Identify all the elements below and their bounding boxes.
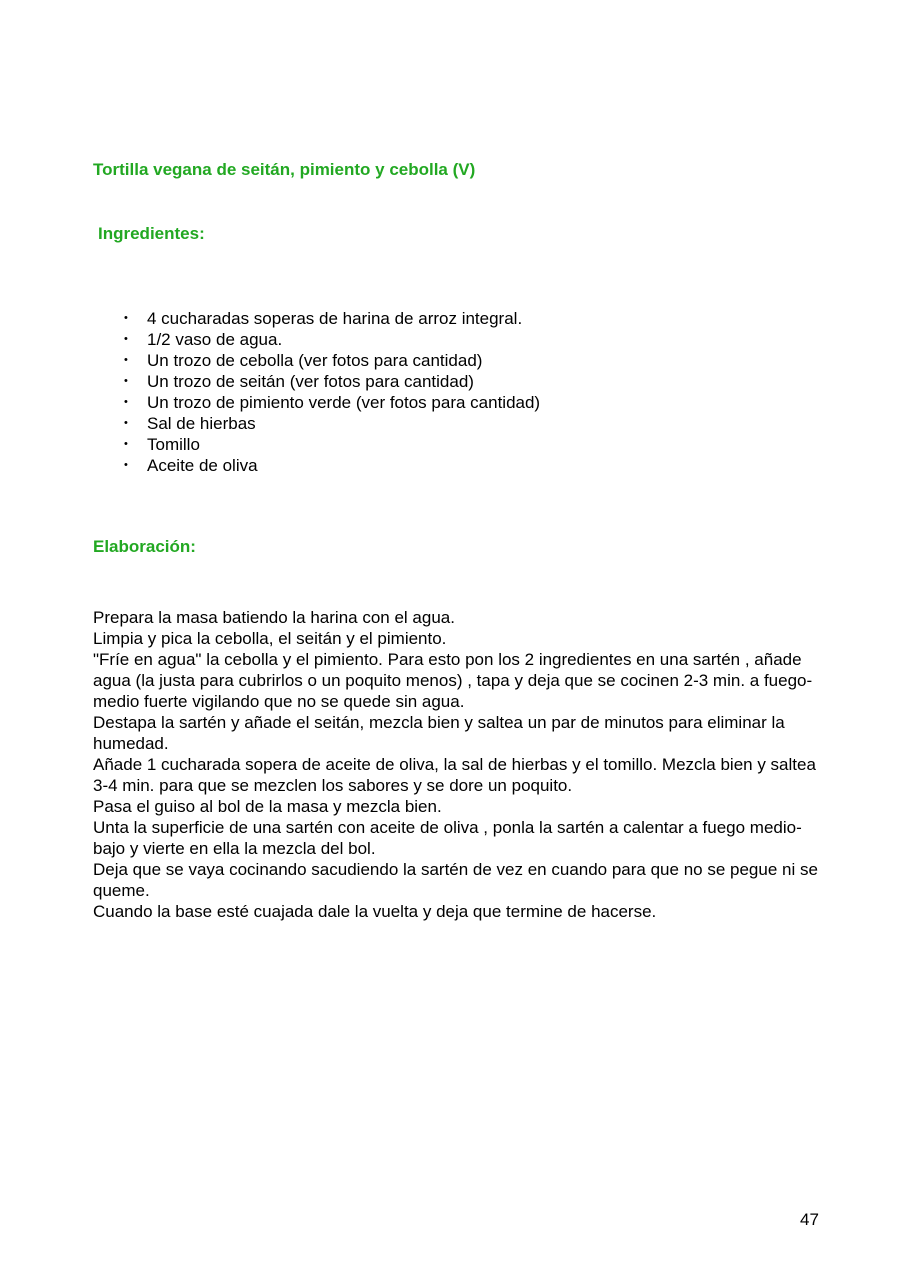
step-paragraph: Cuando la base esté cuajada dale la vuelta y deja que termine de hacerse. bbox=[93, 902, 657, 921]
ingredient-item: • Un trozo de pimiento verde (ver fotos para cantidad) bbox=[147, 392, 540, 413]
step-paragraph: Destapa la sartén y añade el seitán, mezcla bien y saltea un par de minutos para eliminar la humedad. bbox=[93, 713, 785, 753]
elaboration-heading: Elaboración: bbox=[93, 537, 196, 556]
elaboration-steps bbox=[93, 607, 818, 922]
ingredient-item: • Aceite de oliva bbox=[147, 455, 540, 476]
step-paragraph: Unta la superficie de una sartén con aceite de oliva , ponla la sartén a calentar a fuego medio-bajo y vierte en ella la mezcla del bol. bbox=[93, 818, 802, 858]
page-number: 47 bbox=[800, 1210, 819, 1229]
step-paragraph: Deja que se vaya cocinando sacudiendo la sartén de vez en cuando para que no se pegue ni se queme. bbox=[93, 860, 818, 900]
step-paragraph: Añade 1 cucharada sopera de aceite de oliva, la sal de hierbas y el tomillo. Mezcla bien y saltea 3-4 min. para que se mezclen los sabores y se dore un poquito. bbox=[93, 755, 816, 795]
ingredients-heading: Ingredientes: bbox=[98, 224, 205, 243]
ingredients-list bbox=[147, 308, 540, 476]
step-paragraph: Pasa el guiso al bol de la masa y mezcla bien. bbox=[93, 797, 442, 816]
ingredient-item: • 4 cucharadas soperas de harina de arroz integral. bbox=[147, 308, 540, 329]
ingredient-item: • Un trozo de seitán (ver fotos para cantidad) bbox=[147, 371, 540, 392]
ingredient-item: • 1/2 vaso de agua. bbox=[147, 329, 540, 350]
ingredient-item: • Sal de hierbas bbox=[147, 413, 540, 434]
step-paragraph: Limpia y pica la cebolla, el seitán y el pimiento. bbox=[93, 629, 447, 648]
step-paragraph: Prepara la masa batiendo la harina con el agua. bbox=[93, 608, 455, 627]
recipe-title: Tortilla vegana de seitán, pimiento y cebolla (V) bbox=[93, 160, 476, 179]
ingredient-item: • Tomillo bbox=[147, 434, 540, 455]
ingredient-item: • Un trozo de cebolla (ver fotos para cantidad) bbox=[147, 350, 540, 371]
step-paragraph: "Fríe en agua" la cebolla y el pimiento. Para esto pon los 2 ingredientes en una sartén , añade agua (la justa para cubrirlos o un poquito menos) , tapa y deja que se cocinen 2-3 min. a fuego-medio fuerte vigilando que no se quede sin agua. bbox=[93, 650, 813, 711]
